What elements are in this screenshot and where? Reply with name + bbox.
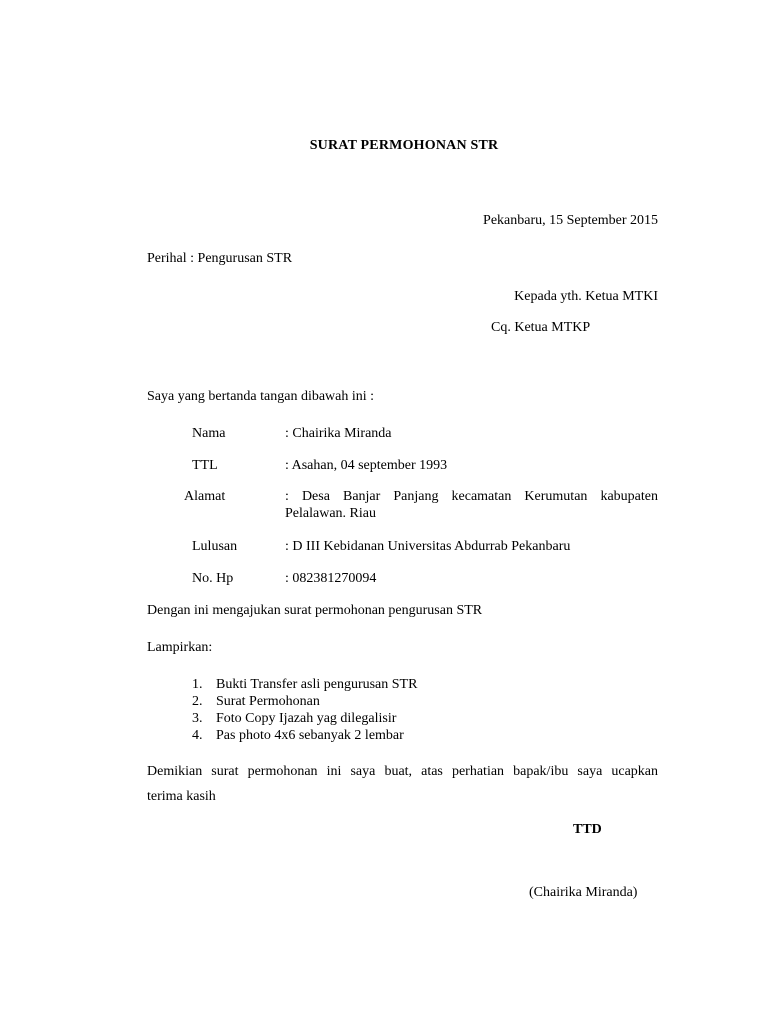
alamat-line-1: : Desa Banjar Panjang kecamatan Kerumutan kabupaten: [285, 489, 658, 504]
list-item: [192, 676, 417, 693]
recipient-line-1: Kepada yth. Ketua MTKI: [514, 289, 658, 304]
closing-paragraph: [147, 759, 658, 809]
list-item-text: Foto Copy Ijazah yag dilegalisir: [216, 711, 397, 726]
field-label-nohp: No. Hp: [192, 571, 234, 586]
list-item-number: 3.: [192, 711, 203, 726]
closing-line-1: Demikian surat permohonan ini saya buat, atas perhatian bapak/ibu saya ucapkan: [147, 764, 658, 779]
list-item-number: 1.: [192, 677, 203, 692]
list-item-text: Bukti Transfer asli pengurusan STR: [216, 677, 418, 692]
field-label-nama: Nama: [192, 426, 226, 441]
signature-name: (Chairika Miranda): [529, 885, 638, 900]
statement-line: Dengan ini mengajukan surat permohonan pengurusan STR: [147, 603, 483, 618]
place-date: Pekanbaru, 15 September 2015: [483, 213, 658, 228]
subject-line: Perihal : Pengurusan STR: [147, 251, 293, 266]
field-value-ttl: : Asahan, 04 september 1993: [285, 458, 448, 473]
intro-line: Saya yang bertanda tangan dibawah ini :: [147, 389, 375, 404]
list-item-text: Surat Permohonan: [216, 694, 320, 709]
field-label-ttl: TTL: [192, 458, 218, 473]
field-value-alamat: [285, 489, 658, 523]
signature-mark: TTD: [573, 822, 602, 837]
closing-line-2: terima kasih: [147, 789, 216, 804]
field-value-lulusan: : D III Kebidanan Universitas Abdurrab Pekanbaru: [285, 539, 571, 554]
field-value-nama: : Chairika Miranda: [285, 426, 392, 441]
field-label-alamat: Alamat: [184, 489, 226, 504]
field-label-lulusan: Lulusan: [192, 539, 238, 554]
attachments-label: Lampirkan:: [147, 640, 213, 655]
attachments-list: [192, 676, 417, 744]
alamat-line-2: Pelalawan. Riau: [285, 505, 376, 521]
list-item-text: Pas photo 4x6 sebanyak 2 lembar: [216, 728, 404, 743]
list-item-number: 2.: [192, 694, 203, 709]
recipient-line-2: Cq. Ketua MTKP: [491, 320, 591, 335]
field-value-nohp: : 082381270094: [285, 571, 377, 586]
list-item: [192, 727, 417, 744]
list-item: [192, 710, 417, 727]
list-item: [192, 693, 417, 710]
list-item-number: 4.: [192, 728, 203, 743]
letter-title: SURAT PERMOHONAN STR: [309, 138, 499, 153]
